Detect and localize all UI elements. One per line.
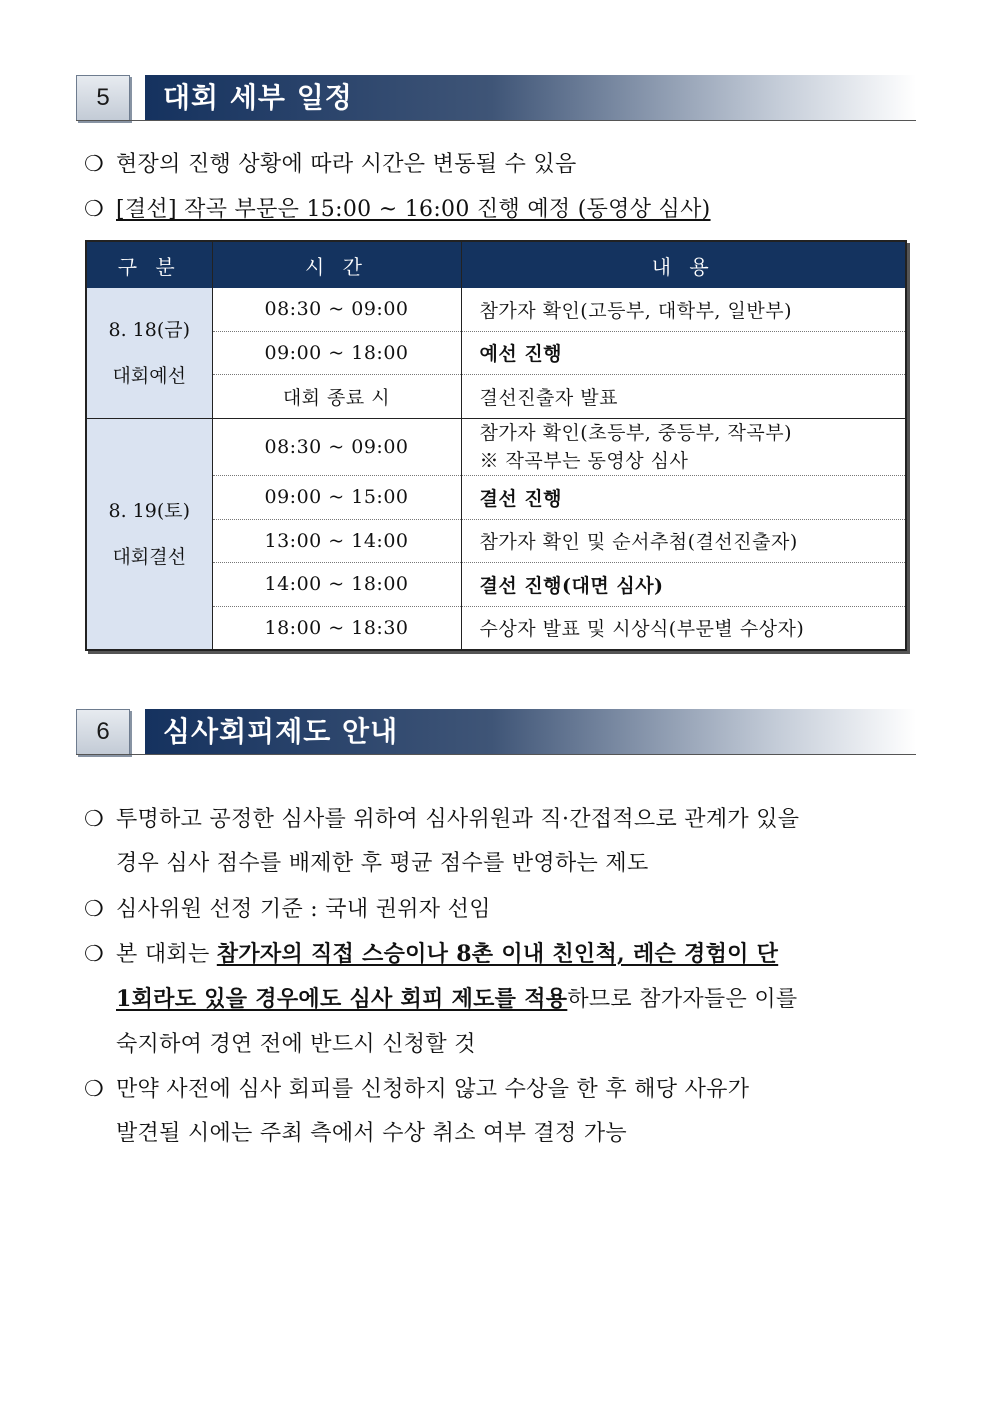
- bullet-marker-icon: ❍: [84, 1077, 105, 1102]
- schedule-table: [85, 240, 907, 651]
- date-label: 8. 18(금): [108, 318, 191, 341]
- s6-bullet-4-cont: 발견될 시에는 주최 측에서 수상 취소 여부 결정 가능: [116, 1121, 627, 1146]
- s5-bullet-1: [84, 147, 577, 178]
- table-row: [86, 418, 906, 475]
- desc-cell: [461, 331, 906, 374]
- date-cell-preliminary: [86, 288, 212, 418]
- desc-cell: 참가자 확인 및 순서추첨(결선진출자): [461, 519, 906, 562]
- bullet-marker-icon: ❍: [84, 942, 105, 967]
- section-5-title: 대회 세부 일정: [163, 81, 353, 114]
- desc-cell: 참가자 확인(고등부, 대학부, 일반부): [461, 288, 906, 331]
- section-6-rule: [76, 754, 916, 755]
- time-cell: 09:00 ~ 15:00: [212, 475, 461, 519]
- header-category: 구 분: [86, 241, 212, 288]
- s6-bullet-3-post: 하므로 참가자들은 이를: [567, 987, 798, 1012]
- s6-bullet-2-text: 심사위원 선정 기준 : 국내 권위자 선임: [116, 897, 491, 922]
- s6-bullet-3-emph2: 1회라도 있을 경우에도 심사 회피 제도를 적용: [116, 986, 568, 1012]
- bullet-marker-icon: ❍: [84, 152, 105, 177]
- table-header-row: [86, 241, 906, 288]
- desc-cell: 결선진출자 발표: [461, 374, 906, 418]
- s6-bullet-4-text: 만약 사전에 심사 회피를 신청하지 않고 수상을 한 후 해당 사유가: [116, 1077, 750, 1102]
- section-6-title: 심사회피제도 안내: [163, 715, 399, 748]
- section-5-title-bar: [145, 75, 916, 121]
- section-6-title-bar: [145, 709, 916, 755]
- header-content: 내 용: [461, 241, 906, 288]
- section-6-header: [76, 709, 916, 755]
- desc-cell: 수상자 발표 및 시상식(부문별 수상자): [479, 618, 805, 641]
- desc-note: ※ 작곡부는 동영상 심사: [479, 449, 689, 472]
- section-5-header: [76, 75, 916, 121]
- round-label: 대회결선: [112, 545, 186, 568]
- s6-bullet-3-line3: 숙지하여 경연 전에 반드시 신청할 것: [116, 1032, 476, 1057]
- section-5-number: 5: [76, 75, 130, 121]
- section-6-number: 6: [76, 709, 130, 755]
- section-5-rule: [76, 120, 916, 121]
- time-cell: 14:00 ~ 18:00: [212, 562, 461, 606]
- date-label: 8. 19(토): [108, 499, 191, 522]
- s6-bullet-3-emph1: 참가자의 직접 스승이나 8촌 이내 친인척, 레슨 경험이 단: [216, 941, 779, 967]
- s5-bullet-2-text: [결선] 작곡 부문은 15:00 ~ 16:00 진행 예정 (동영상 심사): [116, 197, 711, 222]
- s6-bullet-1: [84, 802, 799, 833]
- time-cell: 13:00 ~ 14:00: [212, 519, 461, 562]
- desc-text-bold: 결선 진행(대면 심사): [479, 574, 664, 597]
- bullet-marker-icon: ❍: [84, 897, 105, 922]
- table-row: [86, 288, 906, 331]
- s6-bullet-4: [84, 1072, 749, 1103]
- desc-cell: [461, 475, 906, 519]
- s6-bullet-1-text: 투명하고 공정한 심사를 위하여 심사위원과 직·간접적으로 관계가 있을: [116, 807, 800, 832]
- time-cell: 08:30 ~ 09:00: [212, 418, 461, 475]
- bullet-marker-icon: ❍: [84, 197, 105, 222]
- s6-bullet-3-pre: 본 대회는: [116, 942, 217, 967]
- date-cell-final: [86, 418, 212, 650]
- header-time: 시 간: [212, 241, 461, 288]
- bullet-marker-icon: ❍: [84, 807, 105, 832]
- s6-bullet-3: [84, 937, 778, 968]
- desc-text: 참가자 확인(초등부, 중등부, 작곡부): [479, 421, 792, 444]
- s5-bullet-2: [84, 192, 711, 223]
- s6-bullet-2: [84, 892, 491, 923]
- desc-cell: [461, 562, 906, 606]
- time-cell: 09:00 ~ 18:00: [212, 331, 461, 374]
- round-label: 대회예선: [112, 364, 186, 387]
- time-cell: 대회 종료 시: [212, 374, 461, 418]
- s6-bullet-3-line2: [116, 982, 797, 1013]
- time-cell: 08:30 ~ 09:00: [212, 288, 461, 331]
- desc-text-bold: 예선 진행: [479, 343, 563, 365]
- time-cell: 18:00 ~ 18:30: [212, 606, 461, 650]
- desc-text-bold: 결선 진행: [479, 487, 563, 510]
- s6-bullet-1-cont: 경우 심사 점수를 배제한 후 평균 점수를 반영하는 제도: [116, 851, 649, 876]
- desc-cell: [461, 418, 906, 475]
- s5-bullet-1-text: 현장의 진행 상황에 따라 시간은 변동될 수 있음: [116, 152, 577, 177]
